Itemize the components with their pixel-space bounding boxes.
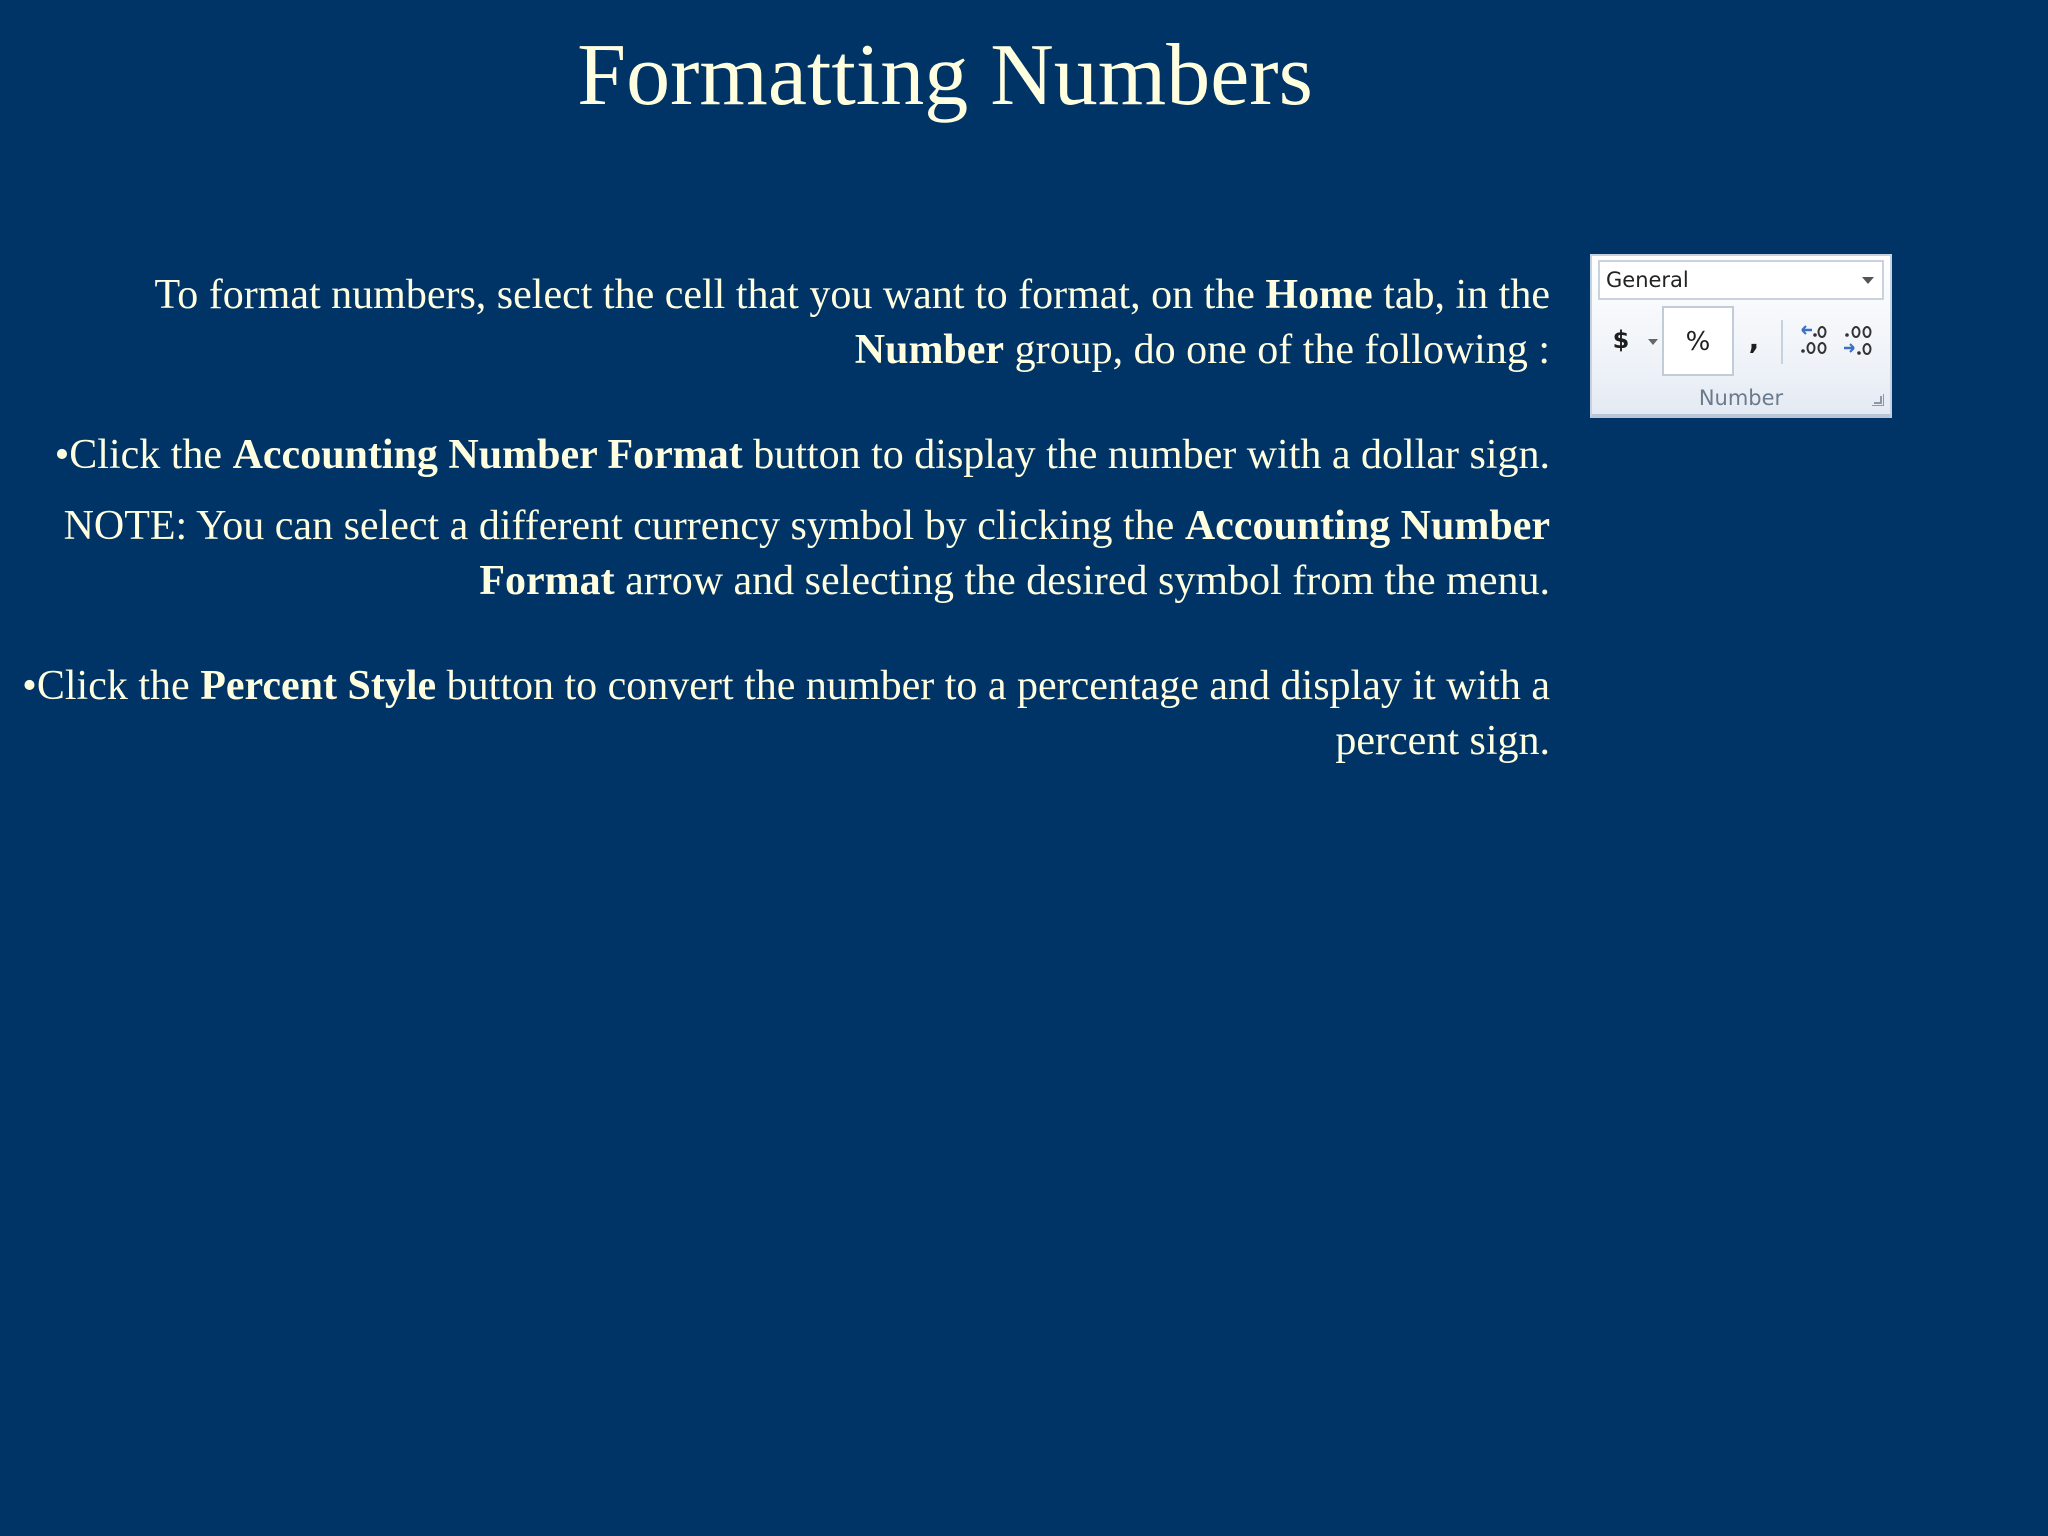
bullet-percent (22, 659, 1550, 769)
percent-icon: % (1685, 327, 1711, 357)
note-bold: Accounting Number Format (479, 503, 1550, 604)
intro-paragraph (22, 268, 1550, 378)
accounting-number-format-button[interactable] (1598, 306, 1644, 376)
intro-text-3: group, do one of the following : (1004, 327, 1550, 373)
decrease-decimal-icon (1842, 324, 1876, 358)
number-format-dropdown[interactable] (1598, 260, 1884, 300)
dollar-icon: $ (1612, 326, 1630, 354)
number-button-row (1598, 306, 1884, 378)
chevron-down-icon[interactable] (1862, 277, 1874, 284)
note-text-1: NOTE: You can select a different currency symbol by clicking the (63, 503, 1185, 549)
intro-text-2: tab, in the (1372, 272, 1550, 318)
bullet1-text-1: •Click the (54, 432, 233, 478)
bullet2-text-1: •Click the (22, 663, 201, 709)
note-text-2: arrow and selecting the desired symbol from the menu. (614, 558, 1550, 604)
comma-style-button[interactable] (1738, 306, 1770, 376)
intro-number-bold: Number (854, 327, 1005, 373)
decrease-decimal-button[interactable] (1838, 306, 1878, 376)
bullet1-text-2: button to display the number with a dollar sign. (742, 432, 1550, 478)
slide-body (22, 268, 1550, 769)
number-group-label: Number (1698, 386, 1784, 410)
note-paragraph (22, 499, 1550, 609)
bullet2-text-2: button to convert the number to a percentage and display it with a percent sign. (436, 663, 1550, 764)
dialog-launcher-icon[interactable] (1872, 394, 1884, 406)
bullet1-bold: Accounting Number Format (232, 432, 743, 478)
percent-style-button[interactable] (1662, 306, 1734, 376)
button-separator (1781, 320, 1783, 364)
intro-text-1: To format numbers, select the cell that you want to format, on the (154, 272, 1266, 318)
slide-title: Formatting Numbers (577, 27, 1313, 124)
bullet2-bold: Percent Style (200, 663, 437, 709)
number-format-value: General (1606, 268, 1689, 292)
increase-decimal-button[interactable] (1794, 306, 1834, 376)
accounting-dropdown-arrow-icon[interactable] (1648, 339, 1658, 345)
bullet-accounting (22, 428, 1550, 483)
comma-icon: , (1748, 323, 1760, 356)
intro-home-bold: Home (1265, 272, 1373, 318)
number-group-ribbon (1590, 254, 1892, 418)
increase-decimal-icon (1798, 324, 1832, 358)
